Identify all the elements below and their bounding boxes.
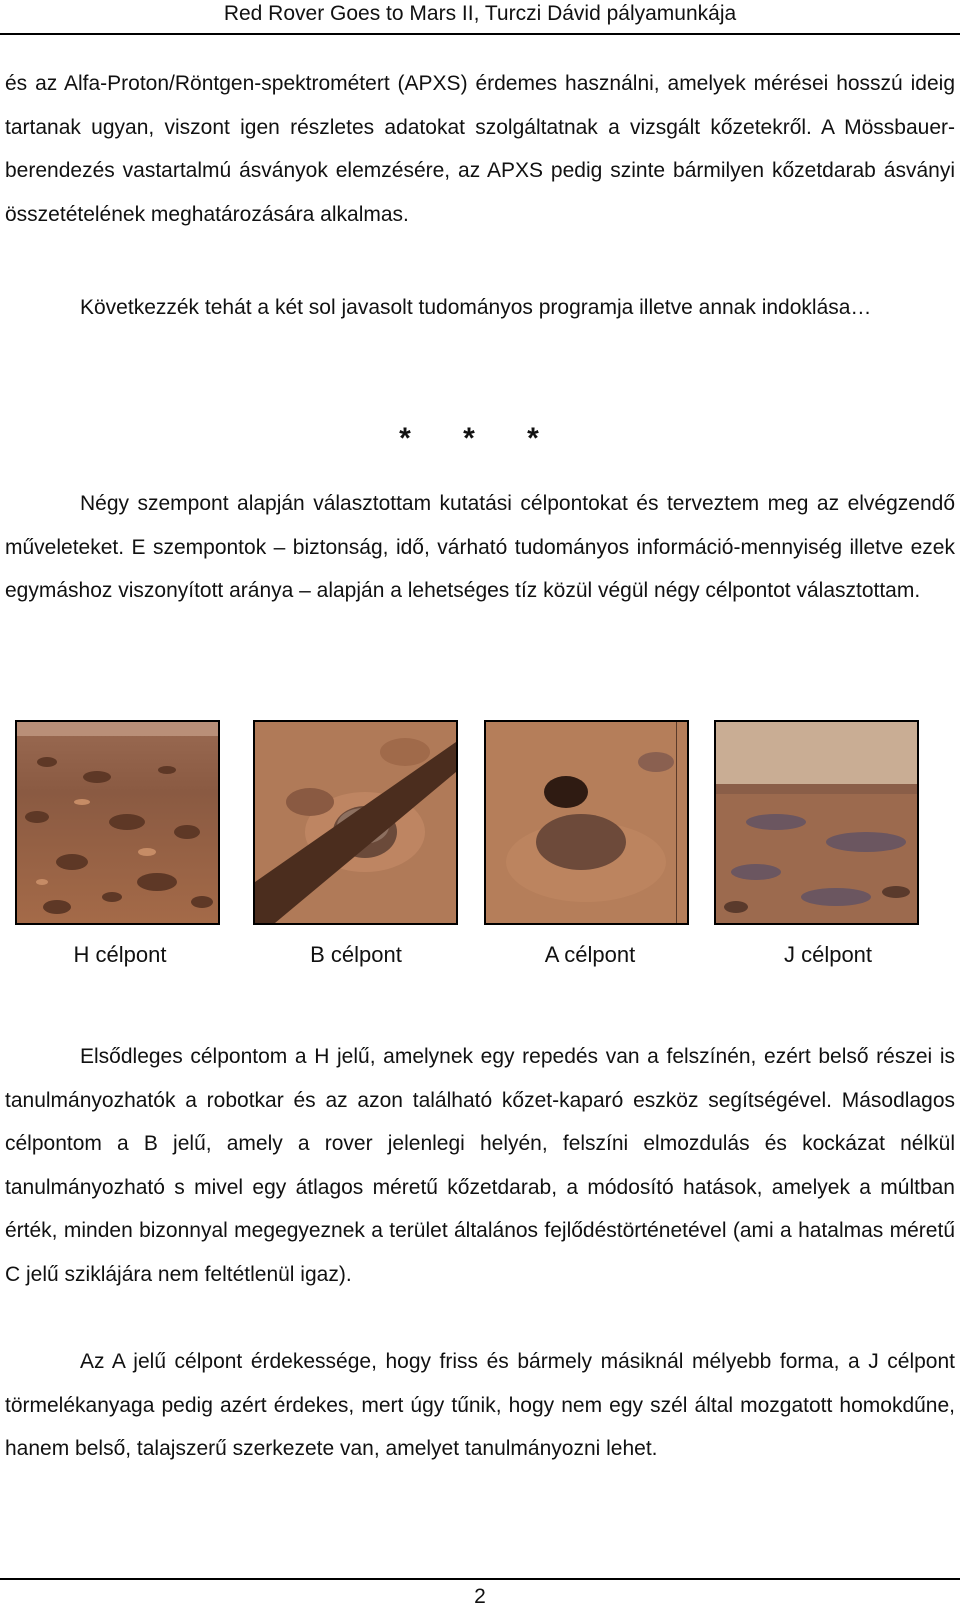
header-rule <box>0 33 960 35</box>
photo-b-target <box>253 720 458 925</box>
footer-rule <box>0 1578 960 1580</box>
paragraph-apxs: és az Alfa-Proton/Röntgen-spektrométert (APXS) érdemes használni, amelyek mérései hosszú ideig tartanak ugyan, viszont igen részletes adatokat szolgáltatnak a vizsgált kőzetekről. A Mössbauer-berendezés vastartalmú ásványok elemzésére, az APXS pedig szinte bármilyen kőzetdarab ásványi összetételének meghatározására alkalmas. <box>5 72 955 226</box>
caption-a-target: A célpont <box>544 942 636 967</box>
photo-j-target <box>714 720 919 925</box>
paragraph-primary-targets: Elsődleges célpontom a H jelű, amelynek egy repedés van a felszínén, ezért belső részei is tanulmányozhatók a robotkar és az azon található kőzet-kaparó eszköz segítségével. Másodlagos célpontom a B jelű, amely a rover jelenlegi helyén, felszíni elmozdulás és kockázat nélkül tanulmányozható s mivel egy átlagos méretű kőzetdarab, a módosító hatások, amelyek a múltban érték, minden bizonnyal megegyeznek a terület általános fejlődéstörténetével (ami a hatalmas méretű C jelű sziklájára nem feltétlenül igaz). <box>5 1045 955 1286</box>
paragraph-program-intro: Következzék tehát a két sol javasolt tudományos programja illetve annak indoklása… <box>80 296 872 319</box>
caption-h-target: H célpont <box>73 942 167 967</box>
photo-a-target <box>484 720 689 925</box>
page-number: 2 <box>474 1585 486 1608</box>
paragraph-selection-criteria: Négy szempont alapján választottam kutatási célpontokat és terveztem meg az elvégzendő műveleteket. E szempontok – biztonság, idő, várható tudományos információ-mennyiség illetve ezek egymáshoz viszonyított aránya – alapján a lehetséges tíz közül végül négy célpontot választottam. <box>5 492 955 602</box>
page-header: Red Rover Goes to Mars II, Turczi Dávid pályamunkája <box>223 2 737 25</box>
caption-b-target: B célpont <box>310 942 402 967</box>
paragraph-secondary-targets: Az A jelű célpont érdekessége, hogy friss és bármely másiknál mélyebb forma, a J célpont törmelékanyaga pedig azért érdekes, mert úgy tűnik, hogy nem egy szél által mozgatott homokdűne, hanem belső, talajszerű szerkezete van, amelyet tanulmányozni lehet. <box>5 1350 955 1460</box>
photo-h-target <box>15 720 220 925</box>
section-separator: * * * <box>399 422 561 455</box>
caption-j-target: J célpont <box>783 942 873 967</box>
